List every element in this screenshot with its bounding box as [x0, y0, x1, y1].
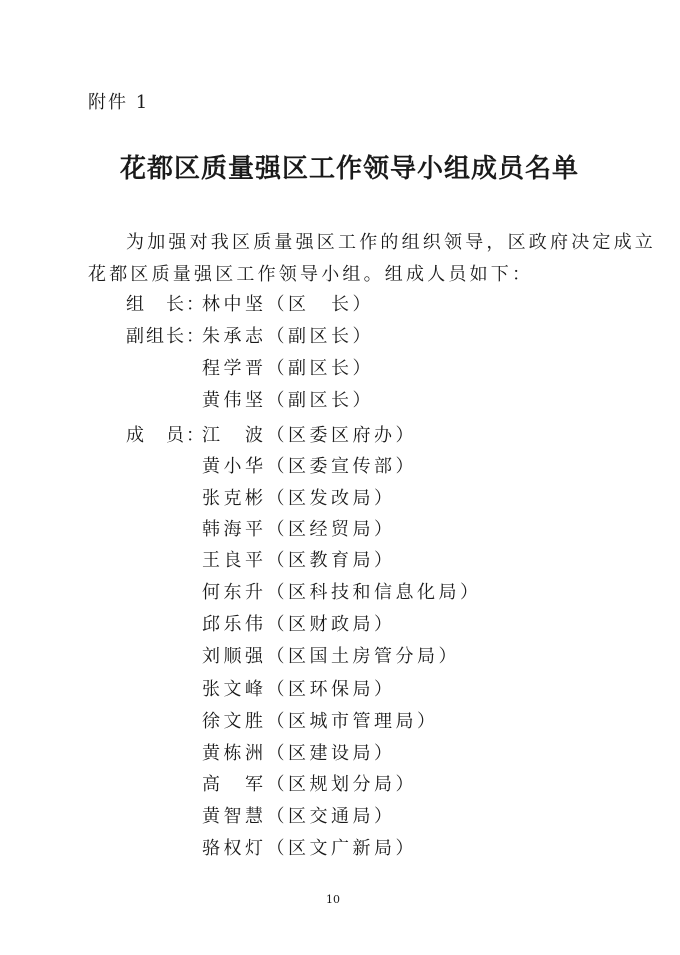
member-entry: 程学晋（副区长）: [202, 358, 374, 379]
role-deputy: 副组长：: [126, 326, 206, 347]
member-entry: 张克彬（区发改局）: [202, 488, 396, 509]
document-title: 花都区质量强区工作领导小组成员名单: [120, 154, 580, 184]
member-entry: 刘顺强（区国土房管分局）: [202, 646, 460, 667]
member-entry: 高 军（区规划分局）: [202, 774, 417, 795]
member-entry: 江 波（区委区府办）: [202, 425, 417, 446]
role-member: 成 员：: [126, 425, 206, 446]
member-entry: 徐文胜（区城市管理局）: [202, 711, 439, 732]
role-leader: 组 长：: [126, 294, 206, 315]
member-entry: 林中坚（区 长）: [202, 294, 374, 315]
member-entry: 朱承志（副区长）: [202, 326, 374, 347]
member-entry: 黄栋洲（区建设局）: [202, 743, 396, 764]
page-number: 10: [326, 893, 340, 906]
member-entry: 韩海平（区经贸局）: [202, 519, 396, 540]
member-entry: 邱乐伟（区财政局）: [202, 614, 396, 635]
member-entry: 黄伟坚（副区长）: [202, 390, 374, 411]
attachment-label: 附件 1: [88, 92, 150, 113]
intro-line-2: 花都区质量强区工作领导小组。组成人员如下：: [88, 264, 534, 285]
member-entry: 张文峰（区环保局）: [202, 679, 396, 700]
member-entry: 骆权灯（区文广新局）: [202, 838, 417, 859]
member-entry: 王良平（区教育局）: [202, 550, 396, 571]
member-entry: 黄智慧（区交通局）: [202, 806, 396, 827]
member-entry: 何东升（区科技和信息化局）: [202, 582, 482, 603]
intro-line-1: 为加强对我区质量强区工作的组织领导，区政府决定成立: [126, 232, 656, 253]
member-entry: 黄小华（区委宣传部）: [202, 456, 417, 477]
